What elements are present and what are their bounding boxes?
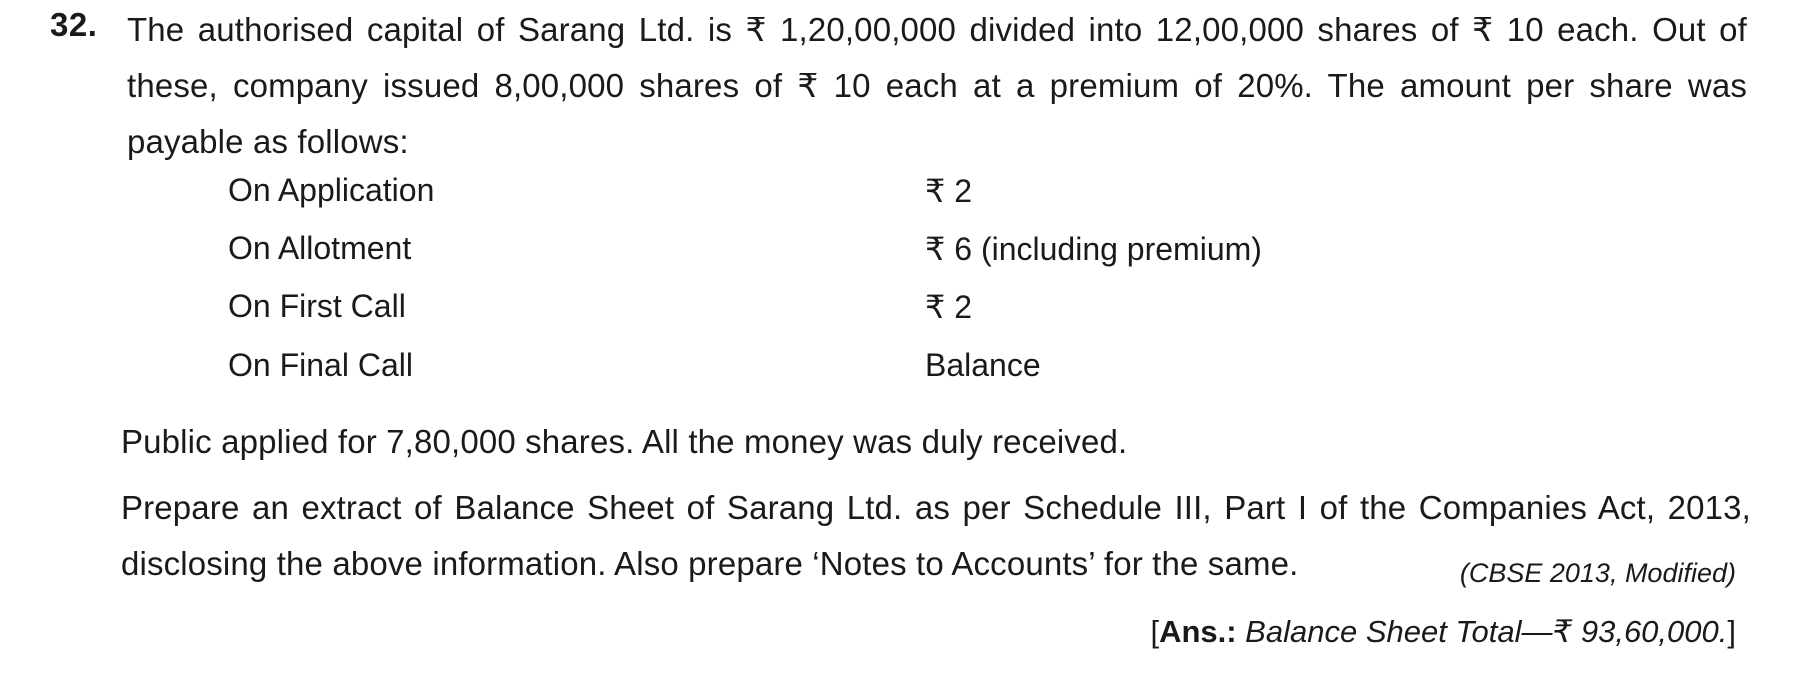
schedule-amount: ₹ 2 [925,173,973,209]
answer-open-bracket: [ [1150,614,1160,649]
question-intro: The authorised capital of Sarang Ltd. is ₹ 1,20,00,000 divided into 12,00,000 shares of ₹ 10 each. Out of these, company issued 8,00,000 shares of ₹ 10 each at a premium of 20%. The amount per share was payable as follows: [127,11,1747,160]
public-applied-text: Public applied for 7,80,000 shares. All the money was duly received. [121,423,1128,460]
answer-value: Balance Sheet Total—₹ 93,60,000. [1236,614,1728,649]
schedule-label: On Allotment [228,230,412,266]
schedule-amount: ₹ 2 [925,289,973,325]
schedule-label: On Application [228,172,435,208]
schedule-label: On First Call [228,288,406,324]
source-citation: (CBSE 2013, Modified) [1459,558,1736,588]
answer-key: Ans.: [1159,614,1237,649]
schedule-label: On Final Call [228,347,413,383]
question-number: 32. [50,6,98,43]
instruction-text: Prepare an extract of Balance Sheet of Sarang Ltd. as per Schedule III, Part I of the Companies Act, 2013, disclosing the above information. Also prepare ‘Notes to Accounts’ for the same. [121,489,1751,582]
schedule-amount: Balance [925,347,1041,383]
answer-close-bracket: ] [1727,614,1736,649]
answer-line [1150,614,1736,650]
schedule-amount: ₹ 6 (including premium) [925,231,1262,267]
